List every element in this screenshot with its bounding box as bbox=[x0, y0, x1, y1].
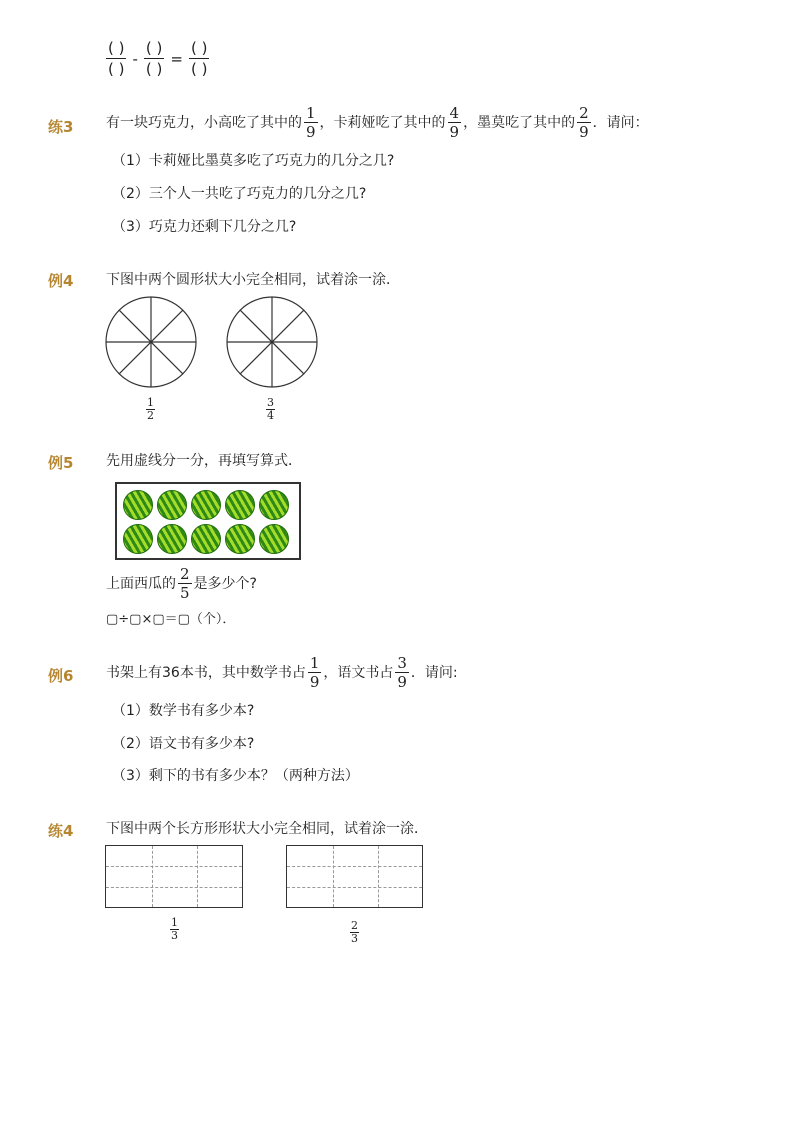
minus-sign: - bbox=[132, 49, 138, 68]
watermelon-icon bbox=[191, 490, 221, 520]
exercise-4-prompt: 下图中两个圆形状大小完全相同，试着涂一涂． bbox=[106, 272, 400, 288]
exercise-lian4-prompt: 下图中两个长方形形状大小完全相同，试着涂一涂． bbox=[106, 821, 428, 837]
watermelon-icon bbox=[225, 524, 255, 554]
blank-denominator[interactable]: ( ) bbox=[190, 60, 208, 78]
watermelon-icon bbox=[225, 490, 255, 520]
grid-line bbox=[106, 866, 242, 867]
formula-blanks[interactable]: ▢÷▢×▢＝▢（个）． bbox=[106, 612, 236, 627]
fraction-1-9: $\frac{1}{9}$ bbox=[306, 104, 316, 141]
watermelon-box[interactable] bbox=[115, 482, 301, 560]
grid-line bbox=[106, 887, 242, 888]
fraction-4-9: $\frac{4}{9}$ bbox=[449, 104, 460, 141]
prompt-text: ，墨莫吃了其中的 bbox=[463, 114, 576, 131]
question-2: （2）三个人一共吃了巧克力的几分之几? bbox=[112, 186, 367, 202]
question-1: （1）数学书有多少本? bbox=[112, 703, 255, 719]
grid-line bbox=[378, 846, 379, 907]
exercise-label-li5: 例5 bbox=[48, 454, 74, 472]
grid-line bbox=[152, 846, 153, 907]
watermelon-icon bbox=[157, 490, 187, 520]
blank-fraction-3[interactable] bbox=[189, 38, 209, 79]
exercise-label-li6: 例6 bbox=[48, 667, 74, 685]
circle-1-fraction: $\frac{1}{2}$ bbox=[147, 396, 154, 422]
watermelon-icon bbox=[259, 490, 289, 520]
blank-denominator[interactable]: ( ) bbox=[145, 60, 163, 78]
top-equation bbox=[106, 38, 209, 79]
question-3: （3）巧克力还剩下几分之几? bbox=[112, 219, 297, 235]
fraction-2-5: $\frac{2}{5}$ bbox=[180, 565, 190, 602]
exercise-label-lian4: 练4 bbox=[48, 822, 74, 840]
grid-line bbox=[287, 887, 422, 888]
blank-numerator[interactable]: ( ) bbox=[190, 39, 208, 57]
exercise-label-li4: 例4 bbox=[48, 272, 74, 290]
watermelon-icon bbox=[123, 524, 153, 554]
exercise-5-prompt: 先用虚线分一分，再填写算式． bbox=[106, 453, 302, 469]
equals-sign: = bbox=[170, 49, 183, 68]
circle-eighths-1[interactable] bbox=[104, 296, 200, 390]
rectangle-grid-2[interactable] bbox=[286, 845, 423, 908]
rectangle-2-fraction: $\frac{2}{3}$ bbox=[351, 919, 358, 945]
prompt-text: ．请问: bbox=[410, 664, 458, 681]
exercise-3-prompt bbox=[106, 104, 649, 141]
grid-line bbox=[197, 846, 198, 907]
rectangle-grid-1[interactable] bbox=[105, 845, 243, 908]
question-3: （3）剩下的书有多少本？（两种方法） bbox=[112, 768, 359, 784]
watermelon-question bbox=[106, 565, 257, 602]
watermelon-icon bbox=[157, 524, 187, 554]
rectangle-1-fraction: $\frac{1}{3}$ bbox=[171, 916, 178, 942]
circle-2-fraction: $\frac{3}{4}$ bbox=[267, 396, 274, 422]
prompt-text: 书架上有36本书，其中数学书占 bbox=[106, 664, 306, 681]
blank-numerator[interactable]: ( ) bbox=[145, 39, 163, 57]
question-2: （2）语文书有多少本? bbox=[112, 736, 255, 752]
exercise-6-prompt bbox=[106, 654, 458, 691]
watermelon-icon bbox=[191, 524, 221, 554]
question-text: 是多少个? bbox=[193, 575, 257, 592]
circle-eighths-2[interactable] bbox=[225, 296, 321, 390]
grid-line bbox=[287, 866, 422, 867]
prompt-text: ．请问： bbox=[592, 114, 649, 131]
prompt-text: ，卡莉娅吃了其中的 bbox=[319, 114, 446, 131]
blank-fraction-2[interactable] bbox=[144, 38, 164, 79]
question-1: （1）卡莉娅比墨莫多吃了巧克力的几分之几? bbox=[112, 153, 395, 169]
fraction-3-9: $\frac{3}{9}$ bbox=[397, 654, 407, 691]
blank-numerator[interactable]: ( ) bbox=[108, 39, 125, 57]
grid-line bbox=[333, 846, 334, 907]
blank-denominator[interactable]: ( ) bbox=[108, 60, 125, 78]
prompt-text: ，语文书占 bbox=[323, 664, 394, 681]
prompt-text: 有一块巧克力，小高吃了其中的 bbox=[106, 114, 302, 131]
question-text: 上面西瓜的 bbox=[106, 575, 176, 592]
watermelon-icon bbox=[123, 490, 153, 520]
fraction-2-9: $\frac{2}{9}$ bbox=[579, 104, 589, 141]
blank-fraction-1[interactable] bbox=[106, 38, 126, 79]
exercise-label-lian3: 练3 bbox=[48, 118, 74, 136]
fraction-1-9: $\frac{1}{9}$ bbox=[309, 654, 320, 691]
watermelon-icon bbox=[259, 524, 289, 554]
